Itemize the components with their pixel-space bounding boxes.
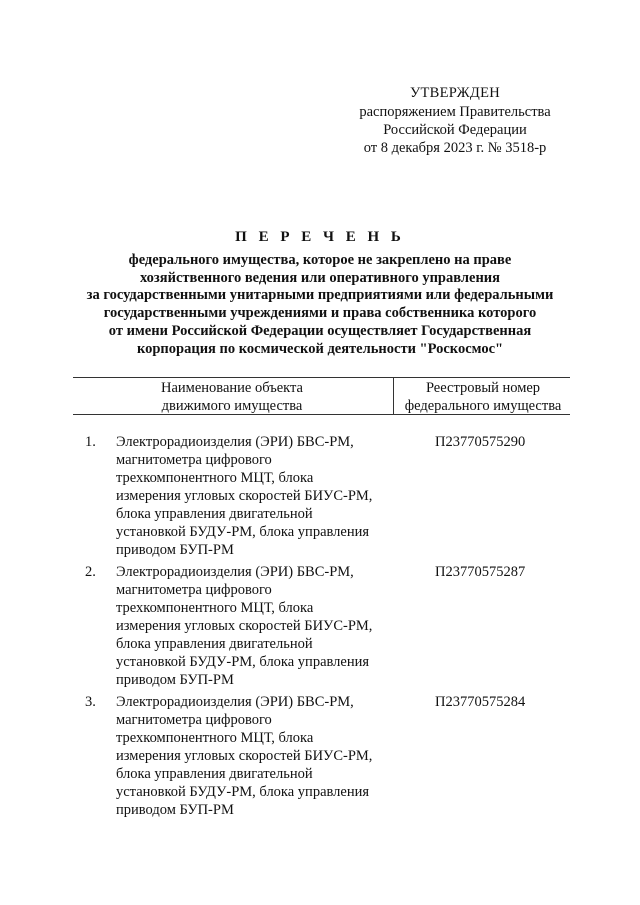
header-name-line: движимого имущества [161,398,303,414]
row-name [116,433,396,559]
subtitle-line: корпорация по космической деятельности "Роскосмос" [136,340,504,357]
row-name-line: приводом БУП-РМ [116,672,234,688]
document-title: П Е Р Е Ч Е Н Ь [235,229,405,245]
row-name [116,563,396,689]
header-registry [396,379,570,415]
row-name-line: блока управления двигательной [116,506,313,522]
row-name-line: Электрорадиоизделия (ЭРИ) БВС-РМ, [116,434,354,450]
header-name [73,379,391,415]
row-name-line: измерения угловых скоростей БИУС-РМ, [116,748,373,764]
approval-line: Российской Федерации [383,122,527,138]
row-name-line: блока управления двигательной [116,766,313,782]
row-registry-number: П23770575290 [435,434,526,450]
row-name-line: измерения угловых скоростей БИУС-РМ, [116,618,373,634]
row-registry-number: П23770575287 [435,564,526,580]
header-registry-line: федерального имущества [404,398,562,414]
row-name-line: магнитометра цифрового [116,582,272,598]
row-name-line: трехкомпонентного МЦТ, блока [116,730,314,746]
row-number: 1. [85,434,96,450]
document-subtitle [60,252,580,358]
row-name-line: установкой БУДУ-РМ, блока управления [116,524,370,540]
row-name-line: Электрорадиоизделия (ЭРИ) БВС-РМ, [116,694,354,710]
subtitle-line: государственными учреждениями и права собственника которого [103,305,537,322]
header-divider [393,378,394,414]
row-name-line: магнитометра цифрового [116,452,272,468]
row-name-line: трехкомпонентного МЦТ, блока [116,600,314,616]
approval-title: УТВЕРЖДЕН [409,85,501,101]
row-name-line: установкой БУДУ-РМ, блока управления [116,654,370,670]
property-table [73,377,570,818]
approval-line: от 8 декабря 2023 г. № 3518-р [363,140,547,156]
row-registry-number: П23770575284 [435,694,526,710]
table-body [73,433,570,823]
row-name-line: измерения угловых скоростей БИУС-РМ, [116,488,373,504]
row-name [116,693,396,819]
row-number: 2. [85,564,96,580]
row-name-line: магнитометра цифрового [116,712,272,728]
row-name-line: блока управления двигательной [116,636,313,652]
approval-stamp [345,84,565,157]
row-name-line: Электрорадиоизделия (ЭРИ) БВС-РМ, [116,564,354,580]
table-row [73,563,570,693]
subtitle-line: от имени Российской Федерации осуществляет Государственная [108,322,532,339]
table-header [73,377,570,415]
table-row [73,433,570,563]
approval-line: распоряжением Правительства [359,104,551,120]
row-name-line: приводом БУП-РМ [116,802,234,818]
row-name-line: трехкомпонентного МЦТ, блока [116,470,314,486]
table-row [73,693,570,823]
row-name-line: установкой БУДУ-РМ, блока управления [116,784,370,800]
row-number: 3. [85,694,96,710]
header-name-line: Наименование объекта [161,380,303,396]
subtitle-line: федерального имущества, которое не закреплено на праве [128,252,512,268]
row-name-line: приводом БУП-РМ [116,542,234,558]
header-registry-line: Реестровый номер [425,380,541,396]
subtitle-line: за государственными унитарными предприятиями или федеральными [86,287,554,304]
subtitle-line: хозяйственного ведения или оперативного управления [139,269,501,286]
